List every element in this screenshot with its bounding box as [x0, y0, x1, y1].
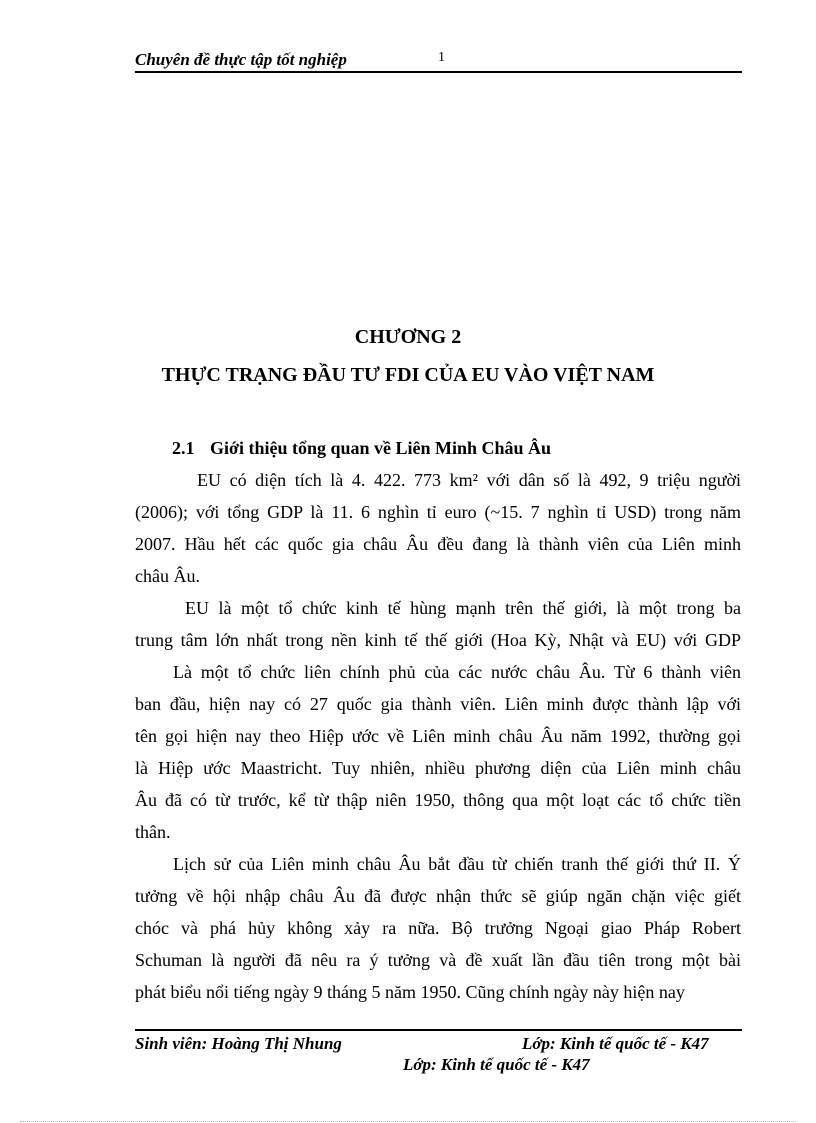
line: Là một tổ chức liên chính phủ của các nước châu Âu. Từ 6 thành viên	[173, 662, 741, 682]
page-number: 1	[438, 50, 445, 65]
line: Lịch sử của Liên minh châu Âu bắt đầu từ chiến tranh thế giới thứ II. Ý	[173, 854, 741, 874]
line: tên gọi hiện nay theo Hiệp ước về Liên minh châu Âu năm 1992, thường gọi	[135, 726, 741, 746]
footer-class-duplicate: Lớp: Kinh tế quốc tế - K47	[403, 1055, 590, 1074]
line: trung tâm lớn nhất trong nền kinh tế thế giới (Hoa Kỳ, Nhật và EU) với GDP	[135, 630, 741, 650]
page-bottom-dotted-border	[20, 1121, 796, 1122]
header-title: Chuyên đề thực tập tốt nghiệp	[135, 50, 347, 69]
section-title: Giới thiệu tổng quan về Liên Minh Châu Âu	[210, 438, 552, 458]
chapter-title: THỰC TRẠNG ĐẦU TƯ FDI CỦA EU VÀO VIỆT NAM	[161, 364, 655, 386]
line: (2006); với tổng GDP là 11. 6 nghìn tỉ euro (~15. 7 nghìn tỉ USD) trong năm	[135, 502, 741, 522]
line: thân.	[135, 822, 171, 842]
header-rule	[135, 71, 742, 73]
line: phát biểu nổi tiếng ngày 9 tháng 5 năm 1950. Cũng chính ngày này hiện nay	[135, 982, 685, 1002]
footer-rule	[135, 1029, 742, 1031]
section-heading	[172, 438, 551, 459]
chapter-number: CHƯƠNG 2	[354, 326, 462, 348]
line: Schuman là người đã nêu ra ý tưởng và đề xuất lần đầu tiên trong một bài	[135, 950, 741, 970]
body-paragraph-3	[135, 656, 741, 848]
body-paragraph-4	[135, 848, 741, 1008]
line: ban đầu, hiện nay có 27 quốc gia thành viên. Liên minh được thành lập với	[135, 694, 741, 714]
body-paragraph-2	[135, 592, 741, 656]
footer-class: Lớp: Kinh tế quốc tế - K47	[522, 1034, 709, 1053]
line: là Hiệp ước Maastricht. Tuy nhiên, nhiều phương diện của Liên minh châu	[135, 758, 741, 778]
line: Âu đã có từ trước, kể từ thập niên 1950, thông qua một loạt các tổ chức tiền	[135, 790, 741, 810]
footer-student: Sinh viên: Hoàng Thị Nhung	[135, 1034, 342, 1053]
line: chóc và phá hủy không xảy ra nữa. Bộ trưởng Ngoại giao Pháp Robert	[135, 918, 741, 938]
section-number: 2.1	[172, 438, 195, 458]
body-paragraph-1	[135, 464, 741, 592]
line: EU có diện tích là 4. 422. 773 km² với dân số là 492, 9 triệu người	[197, 470, 741, 490]
line: EU là một tổ chức kinh tế hùng mạnh trên thế giới, là một trong ba	[185, 598, 741, 618]
line: tưởng về hội nhập châu Âu đã được nhận thức sẽ giúp ngăn chặn việc giết	[135, 886, 741, 906]
line: 2007. Hầu hết các quốc gia châu Âu đều đang là thành viên của Liên minh	[135, 534, 741, 554]
line: châu Âu.	[135, 566, 200, 586]
